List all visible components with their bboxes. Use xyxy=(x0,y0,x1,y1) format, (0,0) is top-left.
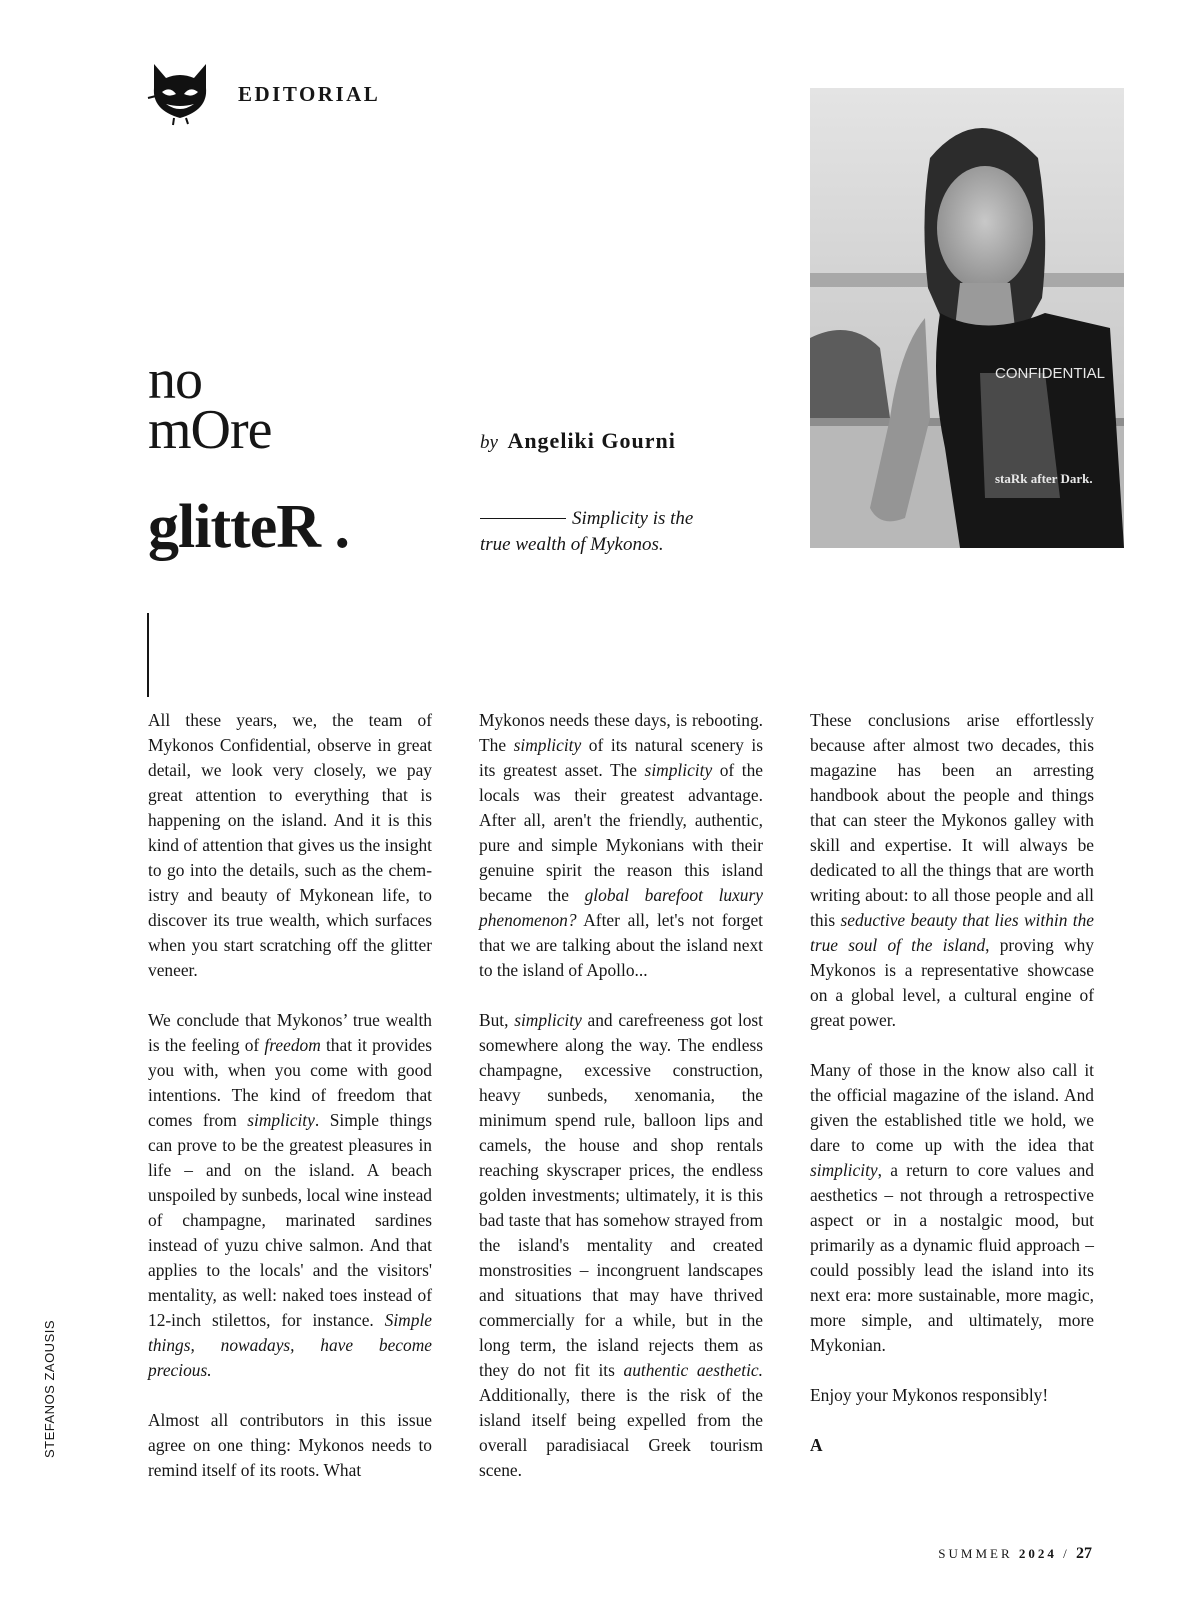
byline-prefix: by xyxy=(480,432,498,453)
title-line-3: glitteR . xyxy=(148,493,350,561)
byline xyxy=(480,428,676,454)
portrait-photo xyxy=(810,88,1124,548)
paragraph: We conclude that Mykonos’ true wealth is the feeling of freedom that it provides you with, when you come with good intentions. The kind of freedom that comes from simplicity. Simple things can prove to be the greatest pleasures in life – and on the island. A beach unspoiled by sunbeds, local wine instead of champagne, marinated sardines instead of yuzu chive salmon. And that applies to the locals' and the visitors' mentality, as well: naked toes instead of 12-inch stilettos, for instance. Simple things, nowadays, have become precious. xyxy=(148,1010,432,1380)
body-column-2 xyxy=(479,708,763,1508)
shirt-slogan-text: staRk after Dark. xyxy=(995,471,1093,486)
body-column-1 xyxy=(148,708,432,1508)
folio-year: 2024 xyxy=(1018,1546,1057,1561)
shirt-logo-text: CONFIDENTIAL xyxy=(995,365,1106,382)
title-line-1: no xyxy=(148,349,202,411)
section-label: EDITORIAL xyxy=(238,82,381,106)
tagline-text: Simplicity is the true wealth of Mykonos. xyxy=(480,508,694,555)
paragraph: Many of those in the know also call it the official magazine of the island. And given the established title we hold, we dare to come up with the idea that simplicity, a return to core values and aesthetics – not through a retrospective aspect or in a nostalgic mood, but primarily as a dynamic fluid approach – could possibly lead the island into its next era: more sustainable, more magic, more simple, and ultimately, more Mykonian. xyxy=(810,1060,1094,1355)
tagline xyxy=(480,506,720,558)
folio xyxy=(938,1545,1092,1563)
paragraph: Mykonos needs these days, is rebooting. The simplicity of its natural scenery is its greatest asset. The simplicity of the locals was their greatest advantage. After all, aren't the friendly, authentic, pure and simple Mykonians with their genuine spirit the reason this island became the global barefoot luxury phenomenon? After all, let's not forget that we are talking about the island next to the island of Apollo... xyxy=(479,710,763,980)
byline-author: Angeliki Gourni xyxy=(507,428,676,453)
photo-credit: STEFANOS ZAOUSIS xyxy=(42,1319,57,1458)
end-mark: A xyxy=(810,1435,823,1455)
page-number: 27 xyxy=(1076,1545,1092,1562)
paragraph: Almost all contributors in this issue agree on one thing: Mykonos needs to remind itself of its roots. What xyxy=(148,1410,432,1480)
paragraph: All these years, we, the team of Mykonos Confidential, observe in great detail, we look very closely, we pay great attention to everything that is happening on the island. And it is this kind of attention that gives us the insight to go into the details, such as the chemistry and beauty of Mykonean life, to discover its true wealth, which surfaces when you start scratching off the glitter veneer. xyxy=(148,710,432,980)
cat-logo-icon xyxy=(146,58,214,126)
paragraph: But, simplicity and carefreeness got lost somewhere along the way. The endless champagne, excessive construction, heavy sunbeds, xenomania, the minimum spend rule, balloon lips and camels, the house and shop rentals reaching skyscraper prices, the endless golden investments; ultimately, it is this bad taste that has somehow strayed from the island's mentality and created monstrosities – incongruent landscapes and situations that may have thrived commercially for a while, but in the long term, the island rejects them as they do not fit its authentic aesthetic. Additionally, there is the risk of the island itself being expelled from the overall paradisiacal Greek tourism scene. xyxy=(479,1010,763,1480)
folio-separator: / xyxy=(1063,1546,1070,1561)
body-column-3 xyxy=(810,708,1094,1458)
decorative-rule xyxy=(147,613,149,697)
paragraph: These conclusions arise effortlessly because after almost two decades, this magazine has been an arresting handbook about the people and things that can steer the Mykonos galley with skill and expertise. It will always be dedicated to all the things that are worth writing about: to all those people and all this seductive beauty that lies within the true soul of the island, proving why Mykonos is a representative showcase on a global level, a cultural engine of great power. xyxy=(810,710,1095,1030)
folio-season: SUMMER xyxy=(938,1546,1013,1561)
tagline-rule xyxy=(480,518,566,519)
paragraph: Enjoy your Mykonos responsibly! xyxy=(810,1385,1049,1405)
title-line-2: mOre xyxy=(148,399,272,461)
